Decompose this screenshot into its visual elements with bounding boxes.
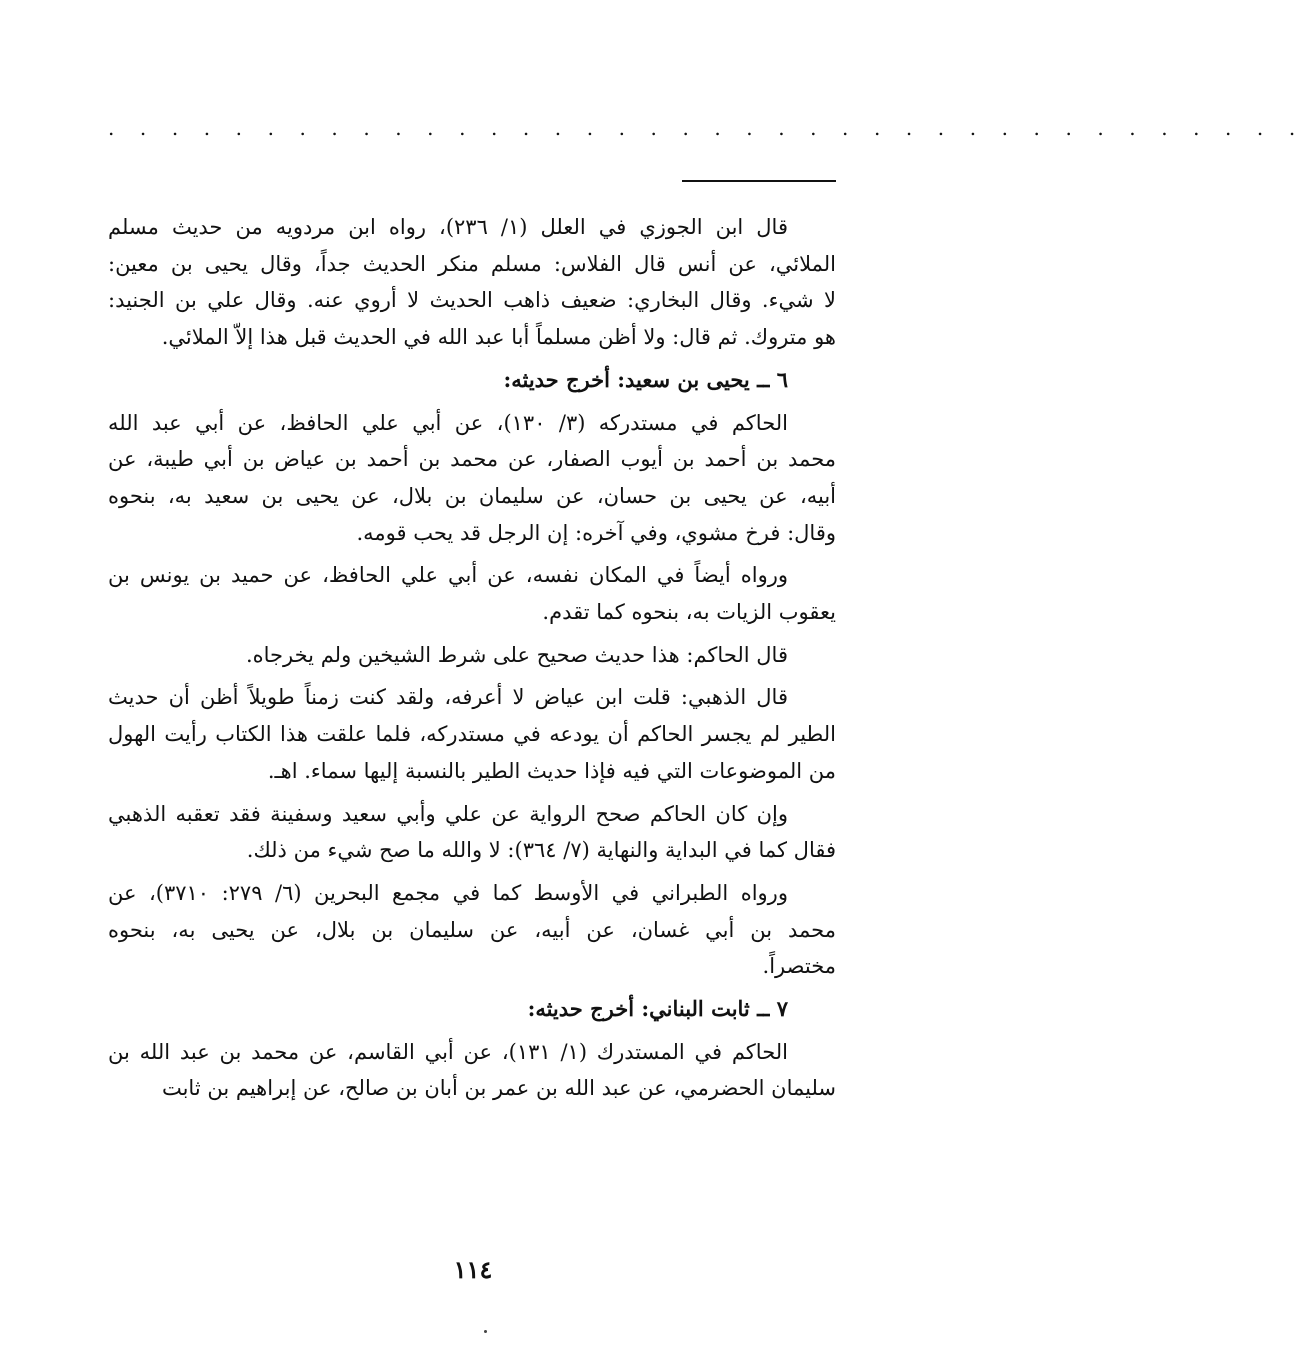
text-line: قال الذهبي: قلت ابن عياض لا أعرفه، ولقد كنت زمناً طويلاً أظن أن حديث bbox=[108, 685, 788, 710]
text-line: لا شيء. وقال البخاري: ضعيف ذاهب الحديث لا أروي عنه. وقال علي بن الجنيد: bbox=[108, 288, 836, 313]
dotted-separator: . . . . . . . . . . . . . . . . . . . . . . . . . . . . . . . . . . . . . . bbox=[108, 116, 1305, 140]
text-line: فقال كما في البداية والنهاية (٧/ ٣٦٤): لا والله ما صح شيء من ذلك. bbox=[246, 838, 836, 863]
text-line: سليمان الحضرمي، عن عبد الله بن عمر بن أبان بن صالح، عن إبراهيم بن ثابت bbox=[161, 1076, 836, 1101]
text-line: محمد بن أبي غسان، عن أبيه، عن سليمان بن بلال، عن يحيى به، بنحوه bbox=[108, 917, 836, 942]
text-line: الملائي، عن أنس قال الفلاس: مسلم منكر الحديث جداً، وقال يحيى بن معين: bbox=[108, 251, 836, 276]
text-line: وقال: فرخ مشوي، وفي آخره: إن الرجل قد يحب قومه. bbox=[356, 520, 836, 545]
text-line: أبيه، عن يحيى بن حسان، عن سليمان بن بلال، عن يحيى بن سعيد به، بنحوه bbox=[108, 483, 836, 508]
text-line: الحاكم في مستدركه (٣/ ١٣٠)، عن أبي علي الحافظ، عن أبي عبد الله bbox=[108, 410, 788, 435]
paragraph bbox=[108, 1034, 836, 1107]
paragraph bbox=[108, 679, 836, 789]
text-line: ٧ ــ ثابت البناني: أخرج حديثه: bbox=[527, 996, 788, 1022]
page-body-text bbox=[108, 209, 836, 1113]
text-line: ورواه الطبراني في الأوسط كما في مجمع البحرين (٦/ ٢٧٩: ٣٧١٠)، عن bbox=[108, 880, 788, 905]
paragraph bbox=[108, 557, 836, 630]
text-line: هو متروك. ثم قال: ولا أظن مسلماً أبا عبد الله في الحديث قبل هذا إلاّ الملائي. bbox=[161, 325, 836, 350]
scan-speck bbox=[484, 1330, 487, 1333]
text-line: مختصراً. bbox=[762, 954, 836, 979]
section-heading bbox=[108, 991, 836, 1028]
text-line: ٦ ــ يحيى بن سعيد: أخرج حديثه: bbox=[503, 366, 788, 392]
paragraph bbox=[108, 796, 836, 869]
paragraph bbox=[108, 637, 836, 674]
text-line: ورواه أيضاً في المكان نفسه، عن أبي علي الحافظ، عن حميد بن يونس بن bbox=[108, 563, 788, 588]
paragraph bbox=[108, 875, 836, 985]
text-line: وإن كان الحاكم صحح الرواية عن علي وأبي سعيد وسفينة فقد تعقبه الذهبي bbox=[108, 801, 788, 826]
text-line: من الموضوعات التي فيه فإذا حديث الطير بالنسبة إليها سماء. اهـ. bbox=[267, 758, 836, 783]
text-line: الطير لم يجسر الحاكم أن يودعه في مستدركه، فلما علقت هذا الكتاب رأيت الهول bbox=[108, 722, 836, 747]
section-heading bbox=[108, 362, 836, 399]
page-number: ١١٤ bbox=[453, 1255, 493, 1284]
paragraph bbox=[108, 405, 836, 552]
text-line: يعقوب الزيات به، بنحوه كما تقدم. bbox=[542, 600, 836, 625]
text-line: محمد بن أحمد بن أيوب الصفار، عن محمد بن أحمد بن عياض بن أبي طيبة، عن bbox=[108, 447, 836, 472]
text-line: قال الحاكم: هذا حديث صحيح على شرط الشيخين ولم يخرجاه. bbox=[245, 642, 788, 667]
text-line: الحاكم في المستدرك (١/ ١٣١)، عن أبي القاسم، عن محمد بن عبد الله بن bbox=[108, 1039, 788, 1064]
footnote-rule bbox=[682, 180, 836, 182]
paragraph bbox=[108, 209, 836, 356]
text-line: قال ابن الجوزي في العلل (١/ ٢٣٦)، رواه ابن مردويه من حديث مسلم bbox=[108, 215, 788, 239]
